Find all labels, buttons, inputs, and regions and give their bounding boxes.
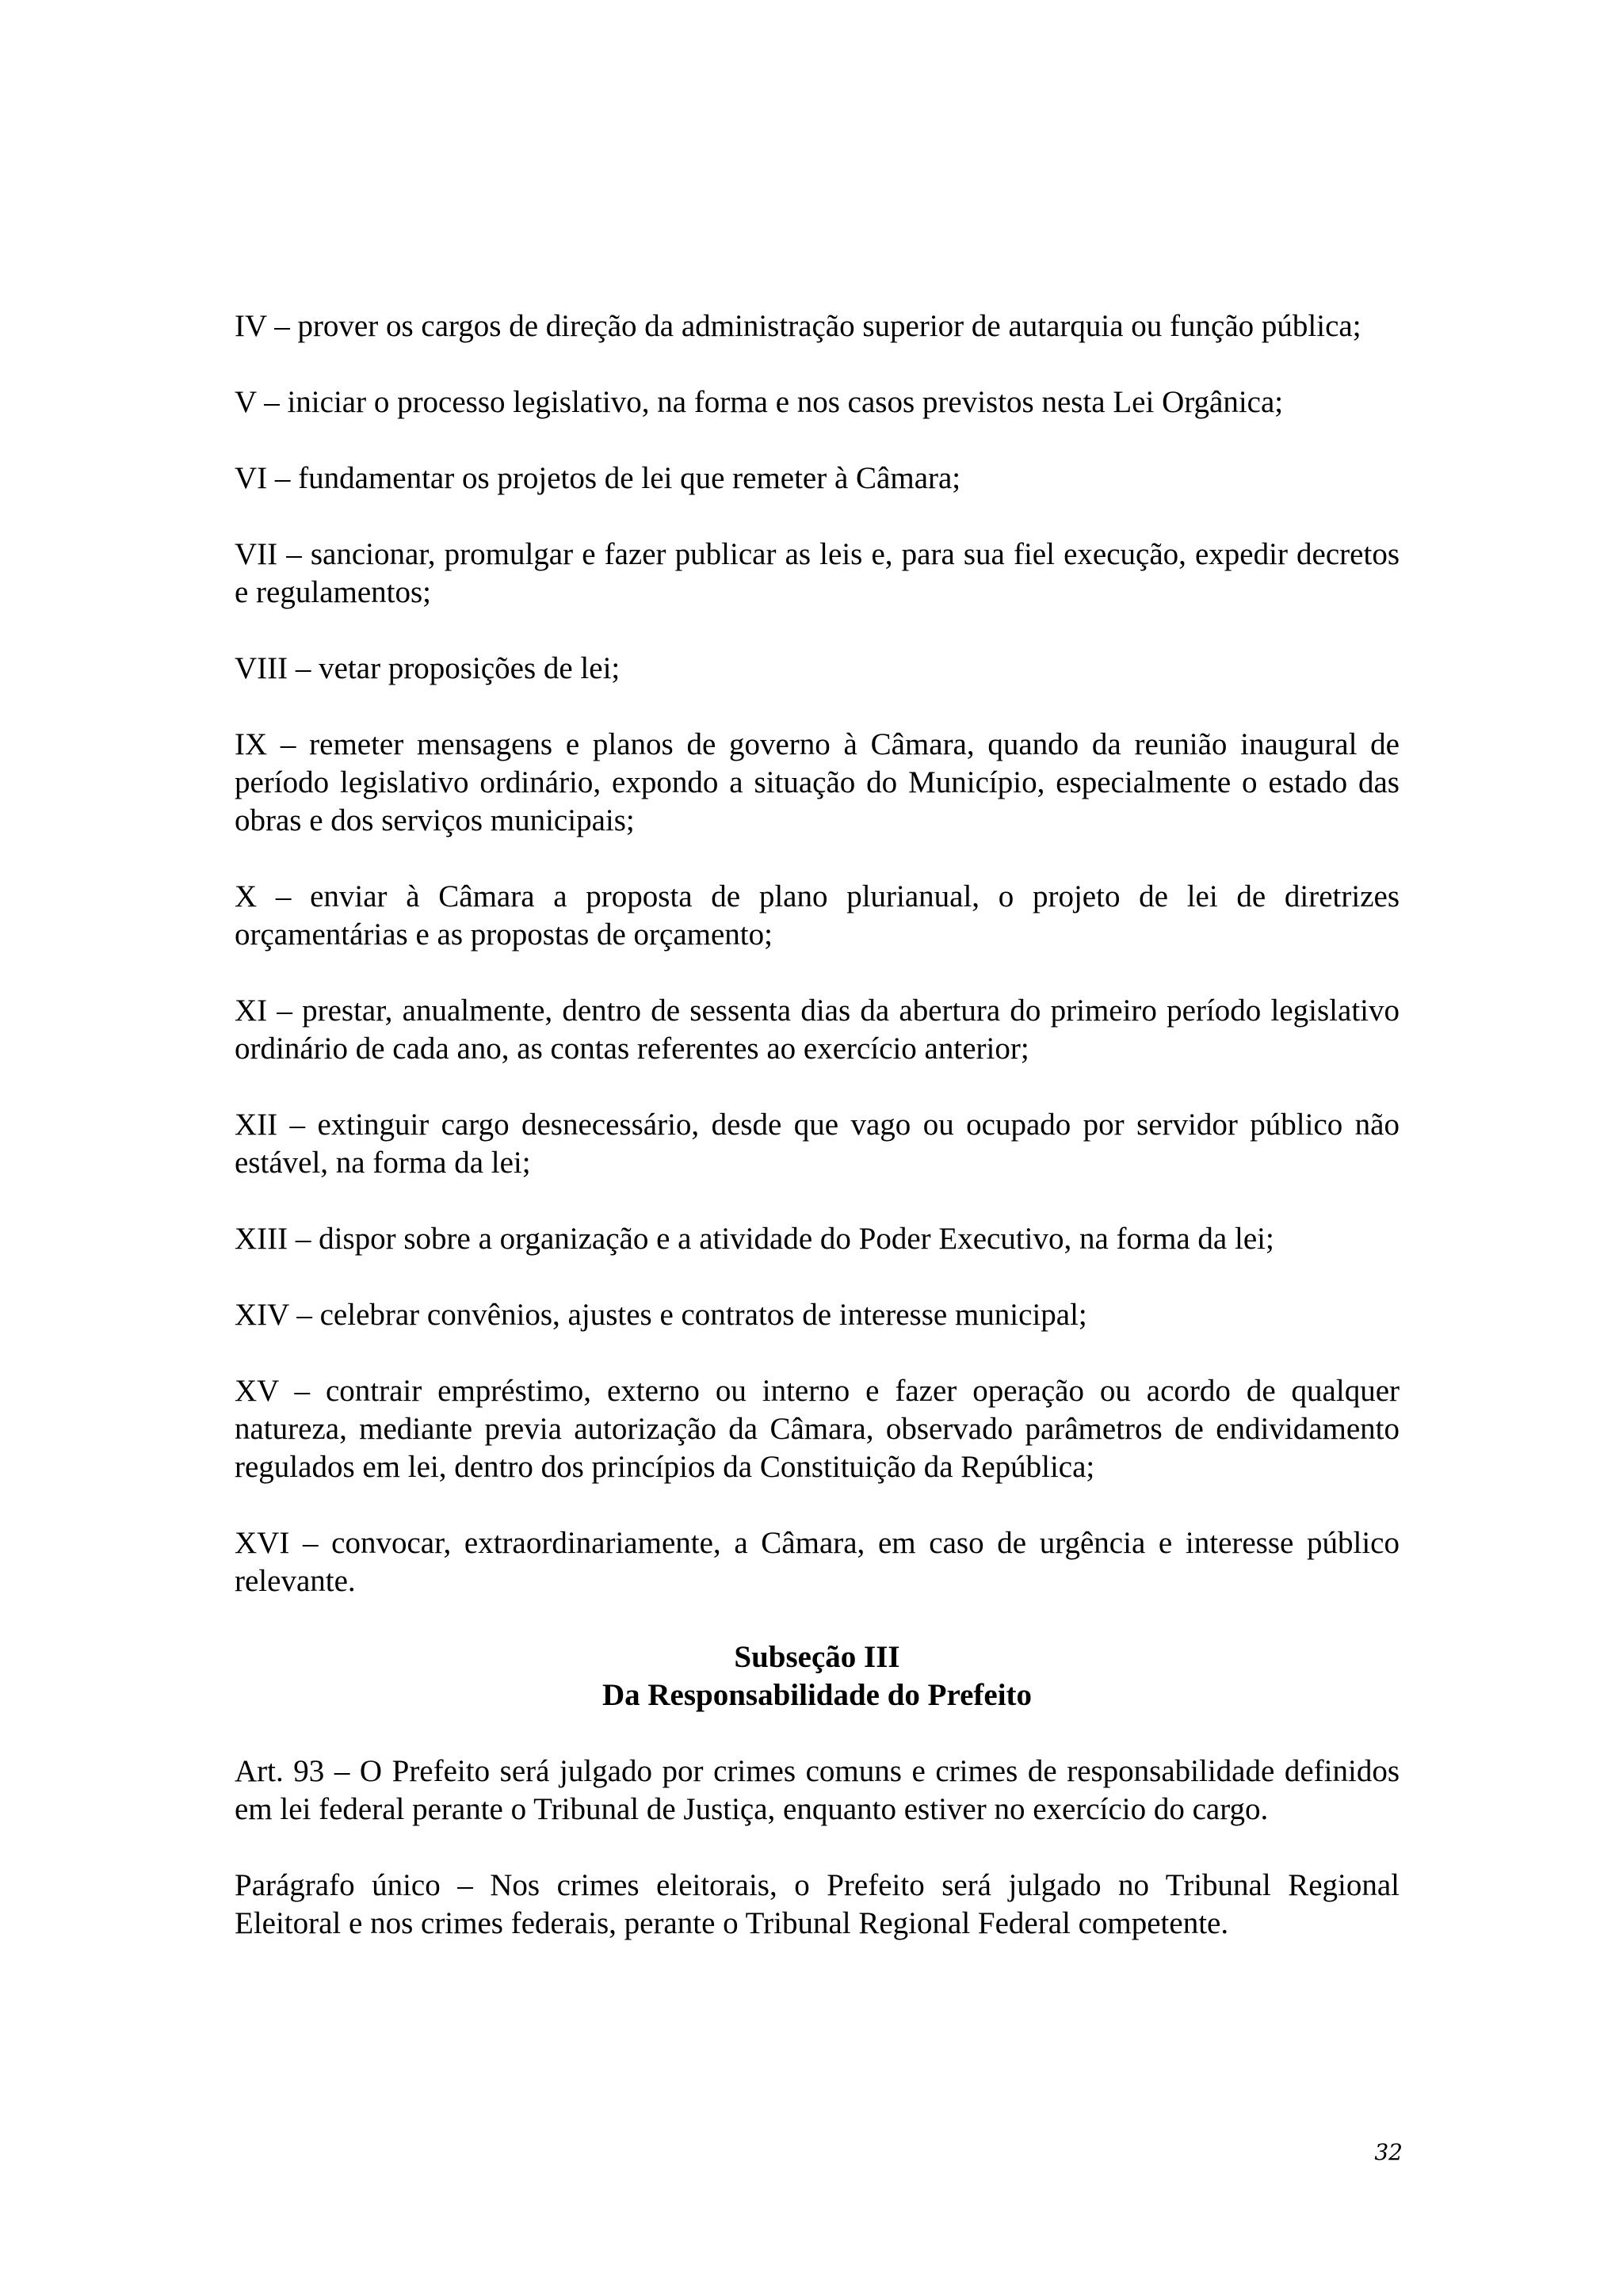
- article-93: Art. 93 – O Prefeito será julgado por crimes comuns e crimes de responsabilidade definidos em lei federal perante o Tribunal de Justiça, enquanto estiver no exercício do cargo.: [235, 1754, 1400, 1826]
- page-content: [235, 307, 1400, 1981]
- clause-xi: XI – prestar, anualmente, dentro de sessenta dias da abertura do primeiro período legislativo ordinário de cada ano, as contas referentes ao exercício anterior;: [235, 994, 1400, 1066]
- clause-iv: IV – prover os cargos de direção da administração superior de autarquia ou função pública;: [235, 309, 1361, 343]
- clause-vii: VII – sancionar, promulgar e fazer publicar as leis e, para sua fiel execução, expedir decretos e regulamentos;: [235, 537, 1400, 609]
- subsection-title: Da Responsabilidade do Prefeito: [601, 1678, 1033, 1712]
- clause-vi: VI – fundamentar os projetos de lei que remeter à Câmara;: [235, 461, 961, 495]
- clause-xvi: XVI – convocar, extraordinariamente, a Câmara, em caso de urgência e interesse público relevante.: [235, 1526, 1400, 1598]
- section-heading: [235, 1638, 1400, 1714]
- clause-xiv: XIV – celebrar convênios, ajustes e contratos de interesse municipal;: [235, 1298, 1087, 1332]
- clause-xiii: XIII – dispor sobre a organização e a atividade do Poder Executivo, na forma da lei;: [235, 1222, 1274, 1256]
- clause-v: V – iniciar o processo legislativo, na forma e nos casos previstos nesta Lei Orgânica;: [235, 385, 1284, 419]
- clause-xii: XII – extinguir cargo desnecessário, desde que vago ou ocupado por servidor público não estável, na forma da lei;: [235, 1108, 1400, 1180]
- page-number: 32: [1374, 2139, 1403, 2165]
- clause-x: X – enviar à Câmara a proposta de plano plurianual, o projeto de lei de diretrizes orçamentárias e as propostas de orçamento;: [235, 879, 1400, 952]
- clause-ix: IX – remeter mensagens e planos de governo à Câmara, quando da reunião inaugural de período legislativo ordinário, expondo a situação do Município, especialmente o estado das obras e dos serviços municipais;: [235, 727, 1400, 837]
- clause-xv: XV – contrair empréstimo, externo ou interno e fazer operação ou acordo de qualquer natureza, mediante previa autorização da Câmara, observado parâmetros de endividamento regulados em lei, dentro dos princípios da Constituição da República;: [235, 1374, 1400, 1484]
- clause-viii: VIII – vetar proposições de lei;: [235, 651, 621, 685]
- subsection-number: Subseção III: [734, 1640, 900, 1674]
- sole-paragraph: Parágrafo único – Nos crimes eleitorais, o Prefeito será julgado no Tribunal Regional Eleitoral e nos crimes federais, perante o Tribunal Regional Federal competente.: [235, 1868, 1400, 1940]
